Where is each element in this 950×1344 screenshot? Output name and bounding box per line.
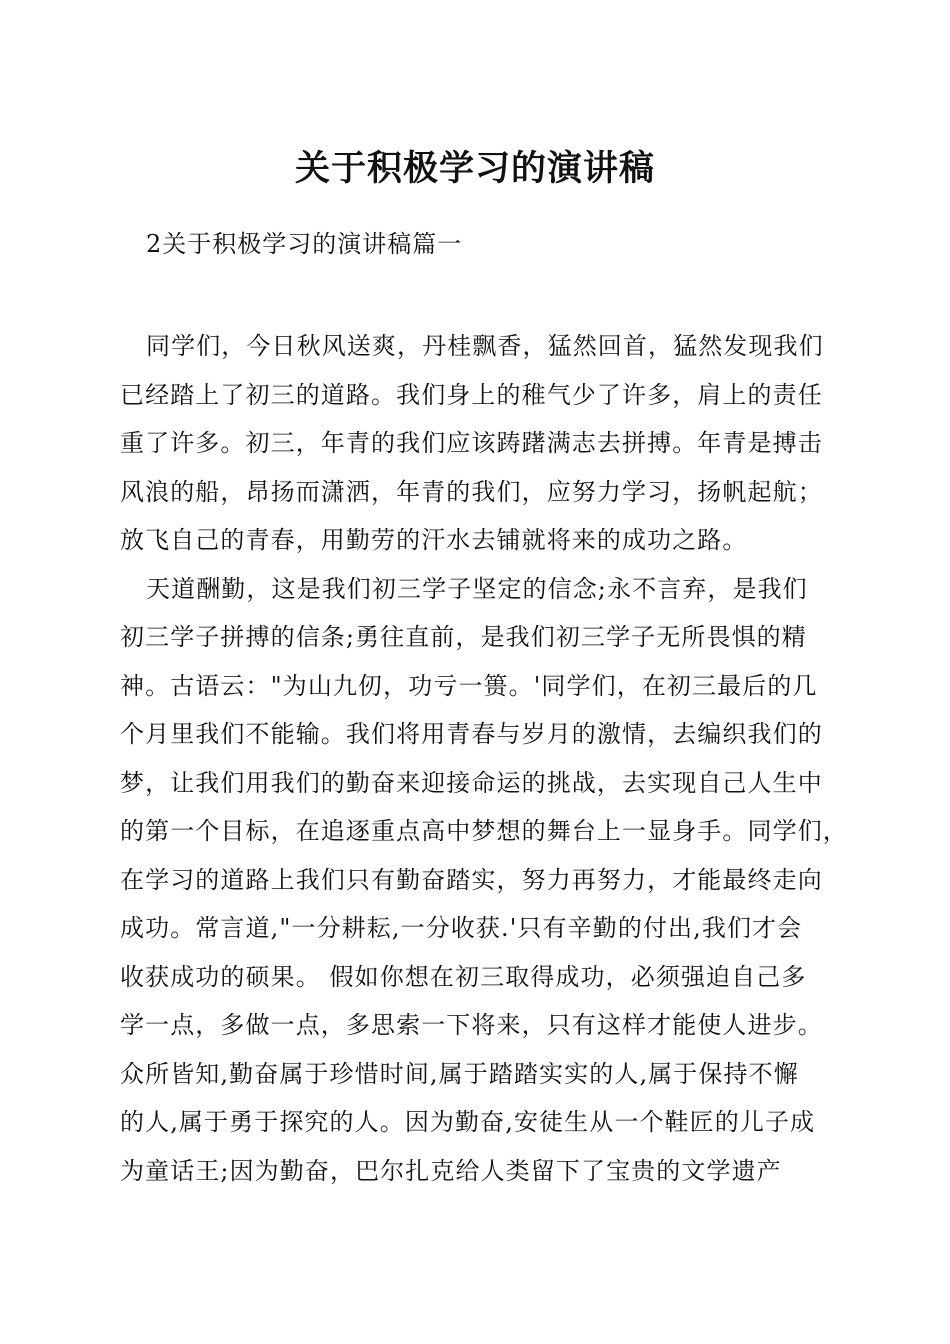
paragraph-line: 神。古语云："为山九仞，功亏一篑。'同学们，在初三最后的几 <box>120 671 818 700</box>
paragraph-line: 放飞自己的青春，用勤劳的汗水去铺就将来的成功之路。 <box>120 526 748 554</box>
paragraph-line: 收获成功的硕果。 假如你想在初三取得成功，必须强迫自己多 <box>120 962 807 991</box>
paragraph-line: 为童话王;因为勤奋，巴尔扎克给人类留下了宝贵的文学遗产 <box>120 1156 782 1185</box>
paragraph-line: 学一点，多做一点，多思索一下将来，只有这样才能使人进步。 <box>120 1011 823 1039</box>
paragraph-line: 成功。常言道,"一分耕耘,一分收获.'只有辛勤的付出,我们才会 <box>120 914 803 942</box>
paragraph-line: 已经踏上了初三的道路。我们身上的稚气少了许多，肩上的责任 <box>120 380 823 409</box>
document-body <box>120 322 848 1195</box>
paragraph-line: 重了许多。初三，年青的我们应该踌躇满志去拼搏。年青是搏击 <box>120 429 823 457</box>
paragraph-line: 个月里我们不能输。我们将用青春与岁月的激情，去编织我们的 <box>120 720 823 748</box>
document-title: 关于积极学习的演讲稿 <box>294 148 655 189</box>
paragraph-line: 风浪的船，昂扬而潇洒，年青的我们，应努力学习，扬帆起航； <box>120 477 823 506</box>
paragraph-line: 同学们，今日秋风送爽，丹桂飘香，猛然回首，猛然发现我们 <box>146 332 824 360</box>
paragraph-line: 天道酬勤，这是我们初三学子坚定的信念;永不言弃，是我们 <box>146 574 808 603</box>
paragraph-line: 众所皆知,勤奋属于珍惜时间,属于踏踏实实的人,属于保持不懈 <box>120 1059 799 1088</box>
paragraph-line: 的第一个目标，在追逐重点高中梦想的舞台上一显身手。同学们， <box>120 817 848 845</box>
document-subtitle: 2关于积极学习的演讲稿篇一 <box>146 230 463 258</box>
paragraph-line: 在学习的道路上我们只有勤奋踏实，努力再努力，才能最终走向 <box>120 865 823 894</box>
paragraph-line: 梦，让我们用我们的勤奋来迎接命运的挑战，去实现自己人生中 <box>120 768 823 797</box>
paragraph-line: 的人,属于勇于探究的人。因为勤奋,安徒生从一个鞋匠的儿子成 <box>120 1108 816 1136</box>
paragraph-line: 初三学子拼搏的信条;勇往直前，是我们初三学子无所畏惧的精 <box>120 623 807 651</box>
